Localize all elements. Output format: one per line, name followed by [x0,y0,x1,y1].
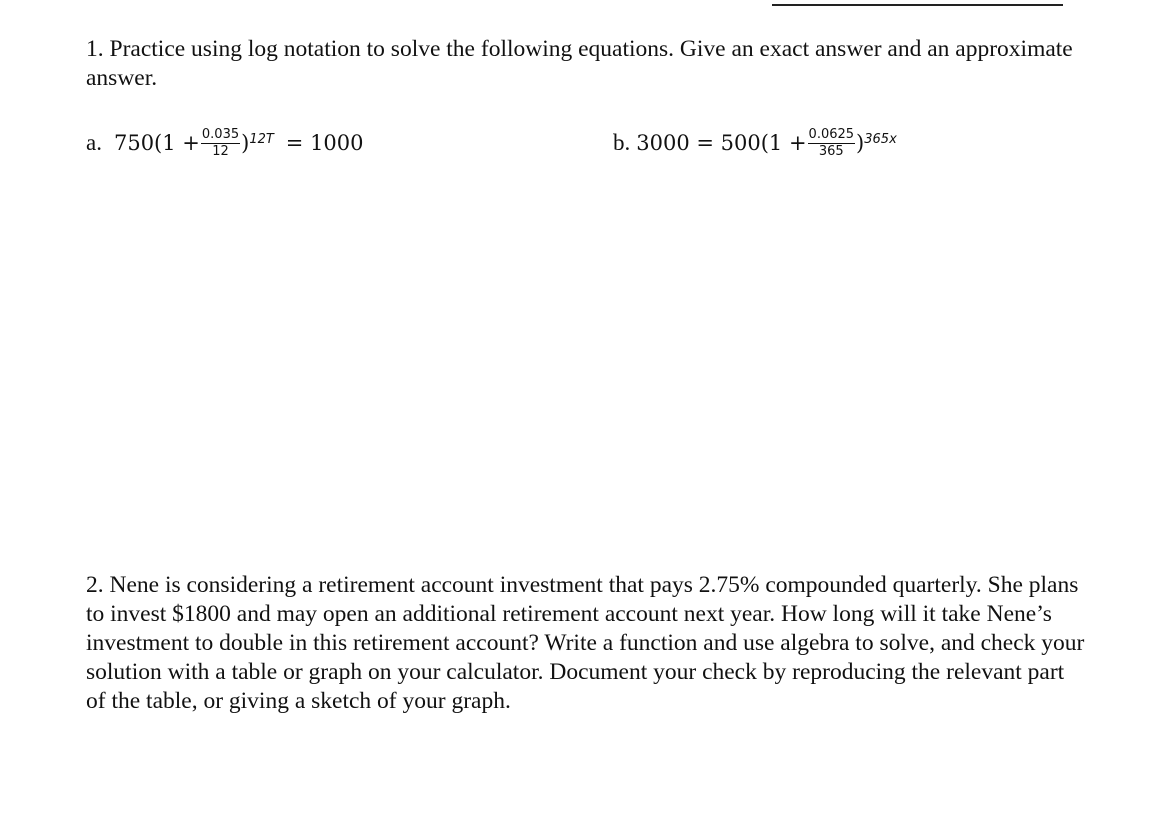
equation-a-label: a. [86,130,102,155]
denominator: 365 [818,143,844,159]
equation-b-prefix: 3000 = 500(1 + [636,131,807,155]
equation-b-exponent: 365x [864,131,897,147]
numerator: 0.0625 [808,126,855,142]
equation-a [86,126,364,160]
denominator: 12 [212,143,229,159]
name-line [772,4,1063,6]
equation-a-exponent: 12T [249,131,274,147]
numerator: 0.035 [201,126,240,142]
equation-a-fraction [201,127,240,160]
problem-2-text: 2. Nene is considering a retirement account investment that pays 2.75% compounded quarterly. She plans to invest $1800 and may open an additional retirement account next year. How long will it take Nene’s investment to double in this retirement account? Write a function and use algebra to solve, and check your solution with a table or graph on your calculator. Document your check by reproducing the relevant part of the table, or giving a sketch of your graph. [86,572,1085,714]
equation-b [613,126,897,160]
equation-a-suffix: = 1000 [285,131,364,155]
equation-a-prefix: 750(1 + [113,131,200,155]
problem-1-text: 1. Practice using log notation to solve the following equations. Give an exact answer and an approximate answer. [86,36,1073,91]
close-paren: ) [856,131,865,155]
close-paren: ) [241,131,250,155]
equation-b-fraction [808,127,856,160]
equation-b-label: b. [613,130,631,155]
